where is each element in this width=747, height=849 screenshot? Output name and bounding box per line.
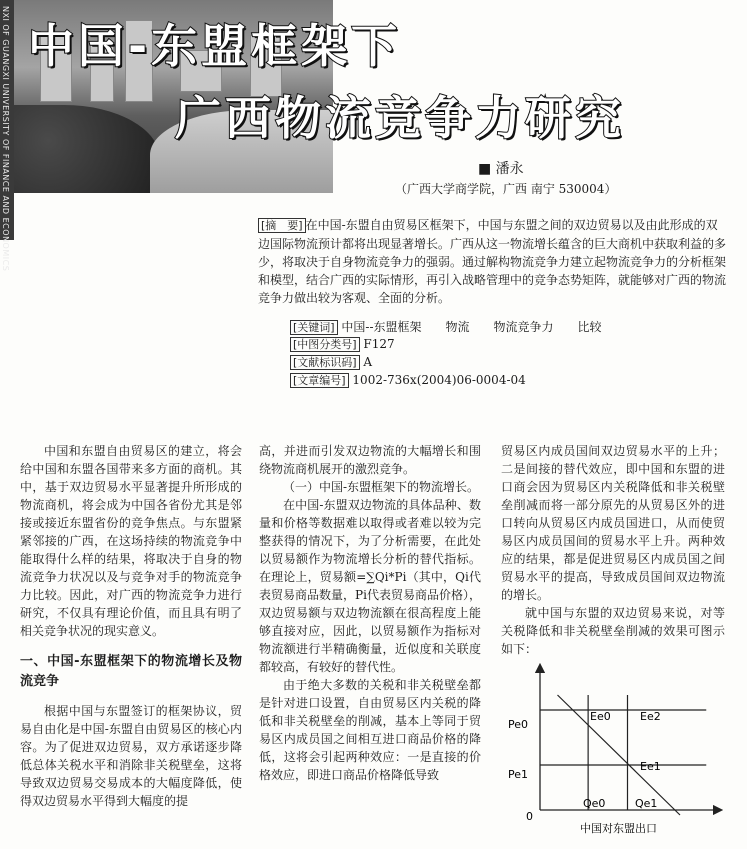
column-1 xyxy=(20,442,242,810)
article-no-label: [文章编号] xyxy=(290,373,349,388)
col1-paragraph-1: 中国和东盟自由贸易区的建立，将会给中国和东盟各国带来多方面的商机。其中，基于双边贸易水平显著提升所形成的物流商机，将会成为中国各省份尤其是邻接或接近东盟省份的竞争焦点。与东盟紧紧邻接的广西，在这场持续的物流竞争中能取得什么样的结果，将取决于自身的物流竞争力状况以及与竞争对手的物流竞争力比较。因此，对广西的物流竞争力进行研究，不仅具有理论价值，而且具有明了相关竞争状况的现实意义。 xyxy=(20,444,242,638)
origin-label: 0 xyxy=(526,810,533,823)
col2-paragraph-2: 在中国-东盟双边物流的具体品种、数量和价格等数据难以取得或者难以较为完整获得的情况下，为了分析需要，在此处以贸易额作为物流增长分析的替代指标。在理论上，贸易额=∑Qi*Pi（其中，Qi代表贸易商品数量，Pi代表贸易商品价格），双边贸易额与双边物流额在很高程度上能够直接对应，因此，以贸易额作为指标对物流额进行半精确衡量，近似度和关联度都较高，有较好的替代性。 xyxy=(259,498,481,674)
clc xyxy=(290,336,395,352)
column-2 xyxy=(259,442,481,784)
x-tick-qe1: Qe1 xyxy=(635,797,658,810)
abstract-label: [摘 要] xyxy=(258,218,306,233)
article-no-text: 1002-736x(2004)06-0004-04 xyxy=(352,373,526,387)
abstract xyxy=(258,216,728,307)
col3-paragraph-1: 贸易区内成员国间双边贸易水平的上升；二是间接的替代效应，即中国和东盟的进口商会因为贸易区内关税降低和非关税壁垒削减而将一部分原先的从贸易区外的进口转向从贸易区内成员国进口，从而使贸易区内成员国间的贸易水平上升。两种效应的结果，都是促进贸易区内成员国之间贸易水平的提高，导致成员国间双边物流的增长。 xyxy=(501,444,725,602)
doc-code-text: A xyxy=(363,355,373,369)
title-line-1: 中国-东盟框架下 xyxy=(28,19,402,73)
y-tick-pe1: Pe1 xyxy=(508,768,529,781)
diagram-line-0 xyxy=(558,695,681,815)
x-axis-label: 中国对东盟出口 xyxy=(580,822,657,835)
column-3 xyxy=(501,442,725,658)
point-ee0: Ee0 xyxy=(590,710,611,723)
article-no xyxy=(290,372,526,388)
clc-label: [中图分类号] xyxy=(290,337,360,352)
doc-code-label: [文献标识码] xyxy=(290,355,360,370)
section-heading-1: 一、中国-东盟框架下的物流增长及物流竞争 xyxy=(20,654,242,689)
abstract-text: 在中国-东盟自由贸易区框架下，中国与东盟之间的双边贸易以及由此形成的双边国际物流预计都将出现显著增长。广西从这一物流增长蕴含的巨大商机中获取利益的多少，将取决于自身物流竞争力的强弱。通过解构物流竞争力建立起物流竞争力的分析框架和模型，结合广西的实际情形，再引入战略管理中的竞争态势矩阵，就能够对广西的物流竞争力做出较为客观、全面的分析。 xyxy=(258,218,727,305)
trees-shape xyxy=(0,105,160,193)
keywords-text: 中国--东盟框架 物流 物流竞争力 比较 xyxy=(341,320,602,334)
x-tick-qe0: Qe0 xyxy=(583,797,606,810)
col3-paragraph-2: 就中国与东盟的双边贸易来说，对等关税降低和非关税壁垒削减的效果可图示如下： xyxy=(501,606,725,656)
trade-effect-diagram xyxy=(498,660,728,840)
affiliation: （广西大学商学院，广西 南宁 530004） xyxy=(395,182,617,196)
y-tick-pe0: Pe0 xyxy=(508,718,529,731)
col2-paragraph-3: 由于绝大多数的关税和非关税壁垒都是针对进口设置，自由贸易区内关税的降低和非关税壁垒的削减，基本上等同于贸易区内成员国之间相互进口商品价格的降低，这将会引起两种效应：一是直接的价格效应，即进口商品价格降低导致 xyxy=(259,678,481,782)
sidebar-text: NXI OF GUANGXI UNIVERSITY OF FINANCE AND ECONOMICS xyxy=(1,6,10,272)
title-line-2: 广西物流竞争力研究 xyxy=(175,91,625,145)
author: ■ 潘永 xyxy=(478,161,524,177)
keywords-label: [关键词] xyxy=(290,320,338,335)
journal-sidebar xyxy=(0,0,14,272)
doc-code xyxy=(290,354,372,370)
point-ee1: Ee1 xyxy=(640,760,661,773)
col1-paragraph-2: 根据中国与东盟签订的框架协议，贸易自由化是中国-东盟自由贸易区的核心内容。为了促进双边贸易，双方承诺逐步降低总体关税水平和消除非关税壁垒，这将导致双边贸易交易成本的大幅度降低，使得双边贸易水平得到大幅度的提 xyxy=(20,704,242,808)
clc-text: F127 xyxy=(363,337,395,351)
subsection-heading: （一）中国-东盟框架下的物流增长。 xyxy=(283,480,480,494)
keywords xyxy=(290,318,602,335)
col2-paragraph-1: 高，并进而引发双边物流的大幅增长和围绕物流商机展开的激烈竞争。 xyxy=(259,444,481,476)
point-ee2: Ee2 xyxy=(640,710,661,723)
